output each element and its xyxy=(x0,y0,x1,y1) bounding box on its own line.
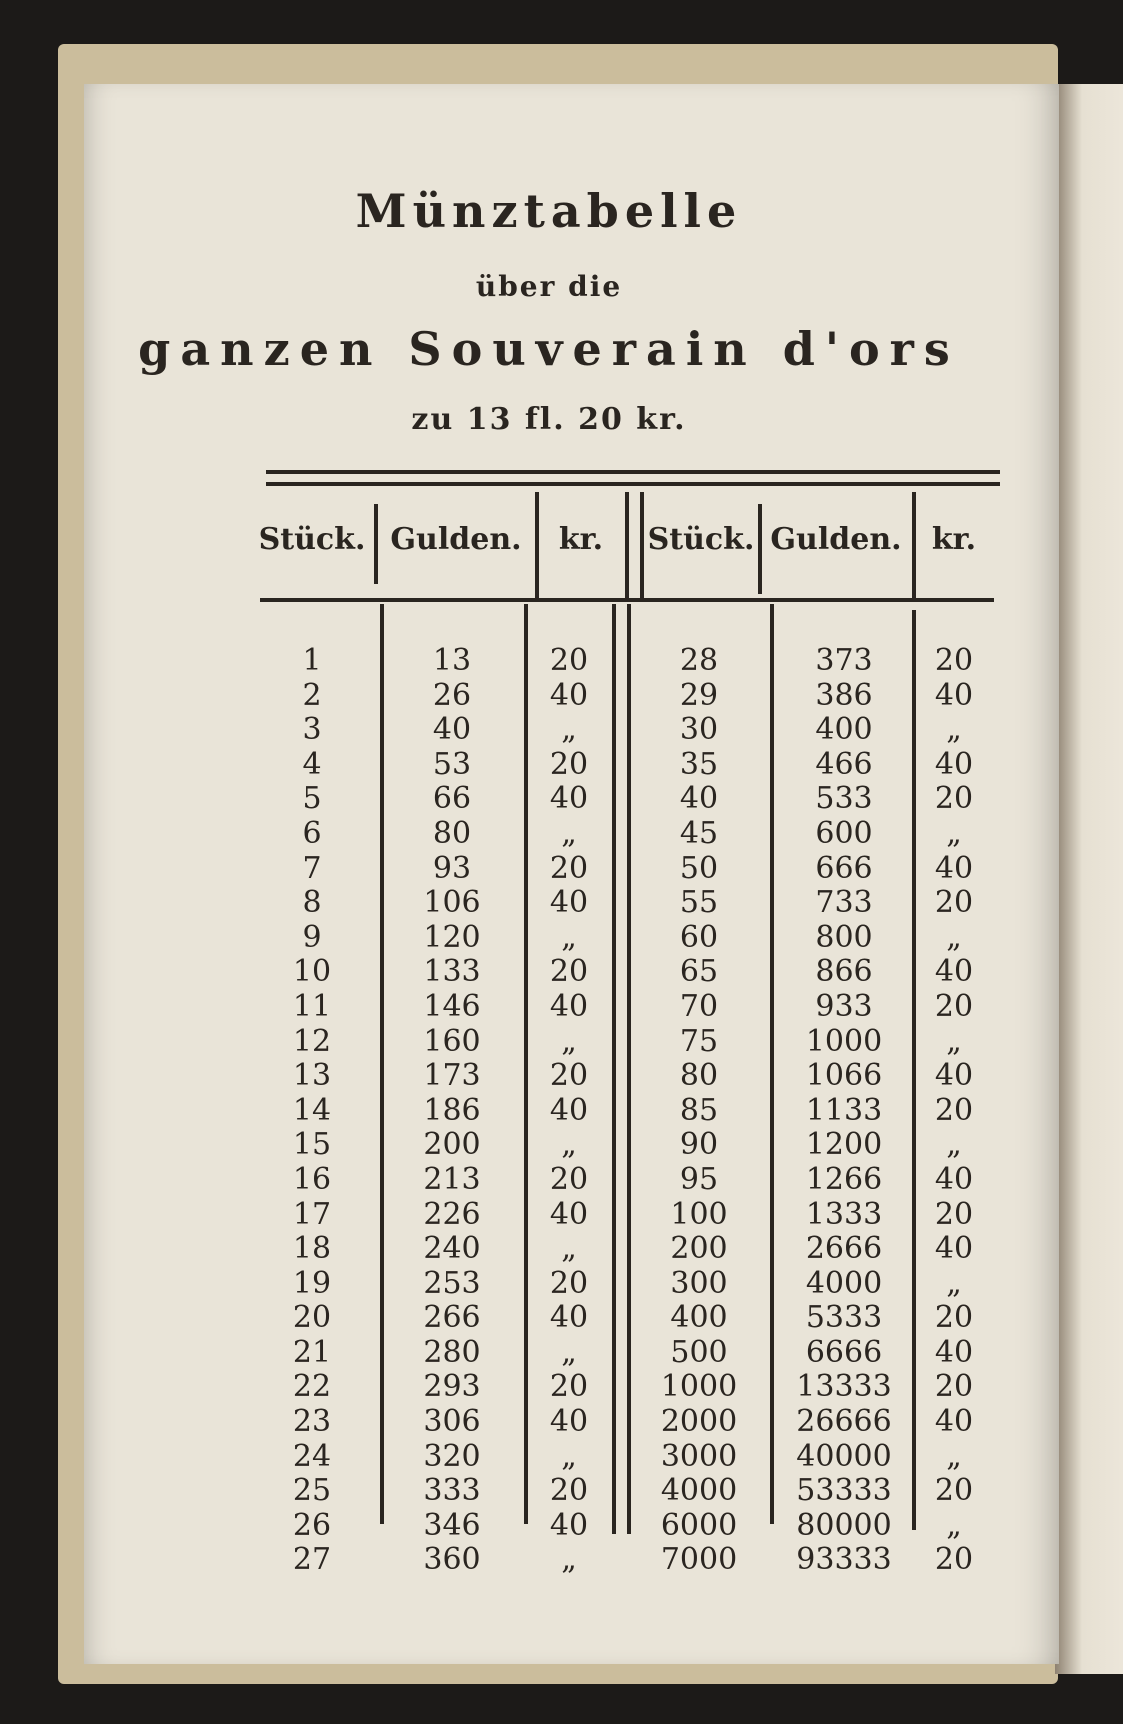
cell-kr-left: „ xyxy=(561,1438,577,1474)
cell-gulden-right: 1133 xyxy=(805,1092,883,1128)
cell-kr-right: 40 xyxy=(934,746,974,782)
cell-gulden-left: 80 xyxy=(432,815,472,851)
cell-gulden-right: 733 xyxy=(815,885,873,921)
cell-gulden-left: 240 xyxy=(423,1231,481,1267)
coin-name: ganzen Souverain d'ors xyxy=(138,322,960,376)
cell-gulden-right: 800 xyxy=(815,919,873,955)
cell-gulden-right: 533 xyxy=(815,781,873,817)
cell-kr-left: 40 xyxy=(549,1300,589,1336)
column-gulden-right xyxy=(774,644,914,1578)
cell-kr-left: „ xyxy=(561,1542,577,1578)
cell-kr-left: „ xyxy=(561,1231,577,1267)
cell-kr-left: „ xyxy=(561,1127,577,1163)
cell-gulden-left: 160 xyxy=(423,1023,481,1059)
cell-kr-right: „ xyxy=(946,1023,962,1059)
cell-stueck-right: 65 xyxy=(679,954,719,990)
cell-gulden-right: 466 xyxy=(815,746,873,782)
cell-kr-left: 20 xyxy=(549,954,589,990)
cell-stueck-left: 27 xyxy=(292,1542,332,1578)
cell-gulden-right: 386 xyxy=(815,677,873,713)
cell-gulden-left: 333 xyxy=(423,1473,481,1509)
cell-kr-right: „ xyxy=(946,1438,962,1474)
cell-gulden-left: 66 xyxy=(432,781,472,817)
cell-kr-right: 20 xyxy=(934,1369,974,1405)
cell-kr-right: 20 xyxy=(934,781,974,817)
cell-kr-left: 20 xyxy=(549,746,589,782)
column-stueck-right xyxy=(632,644,766,1578)
cell-stueck-right: 1000 xyxy=(660,1369,738,1405)
cell-stueck-left: 4 xyxy=(302,746,322,782)
cell-kr-right: 20 xyxy=(934,1473,974,1509)
header-kr-left: kr. xyxy=(558,522,604,557)
cell-stueck-left: 17 xyxy=(292,1196,332,1232)
cell-stueck-right: 3000 xyxy=(660,1438,738,1474)
cell-gulden-left: 360 xyxy=(423,1542,481,1578)
cell-stueck-left: 19 xyxy=(292,1265,332,1301)
cell-stueck-right: 30 xyxy=(679,712,719,748)
cell-stueck-left: 23 xyxy=(292,1404,332,1440)
cell-kr-left: „ xyxy=(561,712,577,748)
cell-stueck-right: 55 xyxy=(679,885,719,921)
cell-stueck-right: 80 xyxy=(679,1058,719,1094)
cell-kr-right: 40 xyxy=(934,677,974,713)
cell-kr-left: 40 xyxy=(549,1507,589,1543)
cell-stueck-left: 9 xyxy=(302,919,322,955)
cell-kr-right: 40 xyxy=(934,954,974,990)
cell-kr-left: 40 xyxy=(549,781,589,817)
cell-stueck-right: 6000 xyxy=(660,1507,738,1543)
column-stueck-left xyxy=(252,644,372,1578)
header-gulden-right: Gulden. xyxy=(770,522,902,557)
cell-stueck-left: 3 xyxy=(302,712,322,748)
cell-gulden-left: 253 xyxy=(423,1265,481,1301)
cell-gulden-left: 200 xyxy=(423,1127,481,1163)
cell-gulden-right: 80000 xyxy=(796,1507,892,1543)
cell-stueck-left: 16 xyxy=(292,1161,332,1197)
cell-kr-right: 40 xyxy=(934,1231,974,1267)
cell-kr-right: 40 xyxy=(934,1334,974,1370)
cell-gulden-right: 400 xyxy=(815,712,873,748)
cell-gulden-left: 133 xyxy=(423,954,481,990)
cell-kr-right: „ xyxy=(946,1127,962,1163)
cell-gulden-left: 266 xyxy=(423,1300,481,1336)
cell-gulden-right: 1066 xyxy=(805,1058,883,1094)
cell-gulden-left: 346 xyxy=(423,1507,481,1543)
column-kr-right xyxy=(916,644,992,1578)
cell-gulden-left: 226 xyxy=(423,1196,481,1232)
cell-gulden-left: 53 xyxy=(432,746,472,782)
cell-kr-left: 20 xyxy=(549,1161,589,1197)
cell-kr-right: „ xyxy=(946,815,962,851)
cell-kr-left: 20 xyxy=(549,1265,589,1301)
cell-kr-left: 20 xyxy=(549,1473,589,1509)
cell-gulden-left: 13 xyxy=(432,643,472,678)
cell-kr-left: 20 xyxy=(549,1369,589,1405)
cell-kr-right: 20 xyxy=(934,1300,974,1336)
hdr-divider-1 xyxy=(374,504,378,584)
cell-kr-right: 40 xyxy=(934,1161,974,1197)
header-gulden-left: Gulden. xyxy=(390,522,522,557)
cell-stueck-right: 7000 xyxy=(660,1542,738,1578)
cell-stueck-right: 45 xyxy=(679,815,719,851)
cell-gulden-left: 213 xyxy=(423,1161,481,1197)
header-rule xyxy=(260,598,994,602)
cell-kr-left: „ xyxy=(561,1023,577,1059)
cell-gulden-right: 53333 xyxy=(796,1473,892,1509)
cell-stueck-left: 20 xyxy=(292,1300,332,1336)
cell-stueck-right: 400 xyxy=(670,1300,728,1336)
cell-kr-right: „ xyxy=(946,712,962,748)
cell-stueck-left: 13 xyxy=(292,1058,332,1094)
cell-gulden-right: 600 xyxy=(815,815,873,851)
cell-gulden-left: 40 xyxy=(432,712,472,748)
cell-kr-right: „ xyxy=(946,1265,962,1301)
cell-gulden-right: 1000 xyxy=(805,1023,883,1059)
cell-gulden-right: 866 xyxy=(815,954,873,990)
cell-gulden-left: 173 xyxy=(423,1058,481,1094)
cell-gulden-left: 93 xyxy=(432,850,472,886)
cell-stueck-left: 21 xyxy=(292,1334,332,1370)
cell-gulden-right: 933 xyxy=(815,988,873,1024)
cell-gulden-right: 40000 xyxy=(796,1438,892,1474)
cell-stueck-left: 7 xyxy=(302,850,322,886)
cell-kr-right: 20 xyxy=(934,643,974,678)
cell-gulden-left: 106 xyxy=(423,885,481,921)
cell-stueck-left: 14 xyxy=(292,1092,332,1128)
header-stueck-right: Stück. xyxy=(647,522,755,557)
cell-stueck-right: 35 xyxy=(679,746,719,782)
cell-gulden-right: 5333 xyxy=(805,1300,883,1336)
cell-kr-right: 20 xyxy=(934,1092,974,1128)
cell-kr-right: „ xyxy=(946,1507,962,1543)
cell-gulden-right: 13333 xyxy=(796,1369,892,1405)
cell-gulden-right: 26666 xyxy=(796,1404,892,1440)
cell-stueck-left: 24 xyxy=(292,1438,332,1474)
top-rule-1 xyxy=(266,470,1000,474)
cell-kr-left: 40 xyxy=(549,885,589,921)
exchange-rate: zu 13 fl. 20 kr. xyxy=(411,402,687,437)
cell-stueck-left: 2 xyxy=(302,677,322,713)
cell-stueck-left: 15 xyxy=(292,1127,332,1163)
cell-kr-left: 40 xyxy=(549,1404,589,1440)
cell-gulden-left: 186 xyxy=(423,1092,481,1128)
body-divider-3 xyxy=(612,604,616,1534)
cell-stueck-right: 2000 xyxy=(660,1404,738,1440)
cell-stueck-right: 28 xyxy=(679,643,719,678)
cell-stueck-right: 50 xyxy=(679,850,719,886)
hdr-divider-3 xyxy=(625,492,629,598)
cell-kr-right: „ xyxy=(946,919,962,955)
cell-stueck-right: 29 xyxy=(679,677,719,713)
cell-stueck-left: 25 xyxy=(292,1473,332,1509)
cell-kr-left: „ xyxy=(561,815,577,851)
cell-gulden-right: 1200 xyxy=(805,1127,883,1163)
cell-gulden-right: 1266 xyxy=(805,1161,883,1197)
cell-stueck-right: 60 xyxy=(679,919,719,955)
cell-stueck-left: 26 xyxy=(292,1507,332,1543)
cell-gulden-left: 120 xyxy=(423,919,481,955)
cell-stueck-left: 10 xyxy=(292,954,332,990)
cell-stueck-left: 5 xyxy=(302,781,322,817)
cell-stueck-right: 90 xyxy=(679,1127,719,1163)
cell-gulden-right: 2666 xyxy=(805,1231,883,1267)
cell-kr-left: 20 xyxy=(549,850,589,886)
cell-gulden-left: 146 xyxy=(423,988,481,1024)
cell-gulden-left: 280 xyxy=(423,1334,481,1370)
cell-stueck-right: 300 xyxy=(670,1265,728,1301)
cell-stueck-left: 8 xyxy=(302,885,322,921)
cell-kr-right: 40 xyxy=(934,1058,974,1094)
cell-kr-left: „ xyxy=(561,919,577,955)
book-page xyxy=(84,84,1059,1664)
cell-gulden-right: 1333 xyxy=(805,1196,883,1232)
cell-kr-right: 20 xyxy=(934,885,974,921)
cell-stueck-left: 11 xyxy=(292,988,332,1024)
cell-kr-right: 40 xyxy=(934,1404,974,1440)
cell-stueck-right: 40 xyxy=(679,781,719,817)
cell-stueck-left: 6 xyxy=(302,815,322,851)
cell-stueck-right: 95 xyxy=(679,1161,719,1197)
header-kr-right: kr. xyxy=(931,522,977,557)
cell-stueck-right: 85 xyxy=(679,1092,719,1128)
page-subtitle: über die xyxy=(475,270,623,303)
body-divider-4 xyxy=(627,604,631,1534)
cell-gulden-right: 93333 xyxy=(796,1542,892,1578)
cell-kr-right: 20 xyxy=(934,988,974,1024)
top-rule-2 xyxy=(266,482,1000,486)
cell-stueck-right: 75 xyxy=(679,1023,719,1059)
column-kr-left xyxy=(528,644,610,1578)
cell-kr-left: „ xyxy=(561,1334,577,1370)
cell-stueck-left: 1 xyxy=(302,643,322,678)
cell-kr-left: 40 xyxy=(549,1092,589,1128)
cell-kr-left: 40 xyxy=(549,1196,589,1232)
cell-gulden-left: 320 xyxy=(423,1438,481,1474)
cell-kr-left: 20 xyxy=(549,1058,589,1094)
cell-kr-left: 40 xyxy=(549,677,589,713)
cell-kr-right: 20 xyxy=(934,1542,974,1578)
cell-stueck-right: 200 xyxy=(670,1231,728,1267)
cell-kr-right: 20 xyxy=(934,1196,974,1232)
cell-kr-left: 20 xyxy=(549,643,589,678)
cell-stueck-right: 100 xyxy=(670,1196,728,1232)
cell-gulden-left: 293 xyxy=(423,1369,481,1405)
cell-gulden-right: 666 xyxy=(815,850,873,886)
cell-stueck-right: 70 xyxy=(679,988,719,1024)
header-stueck-left: Stück. xyxy=(258,522,366,557)
cell-gulden-left: 26 xyxy=(432,677,472,713)
cell-gulden-right: 4000 xyxy=(805,1265,883,1301)
cell-gulden-right: 373 xyxy=(815,643,873,678)
cell-stueck-left: 12 xyxy=(292,1023,332,1059)
cell-kr-left: 40 xyxy=(549,988,589,1024)
cell-gulden-left: 306 xyxy=(423,1404,481,1440)
column-gulden-left xyxy=(384,644,520,1578)
book-gutter xyxy=(1055,84,1123,1674)
cell-stueck-right: 500 xyxy=(670,1334,728,1370)
cell-stueck-left: 18 xyxy=(292,1231,332,1267)
cell-stueck-right: 4000 xyxy=(660,1473,738,1509)
page-title: Münztabelle xyxy=(355,184,743,238)
cell-kr-right: 40 xyxy=(934,850,974,886)
cell-stueck-left: 22 xyxy=(292,1369,332,1405)
cell-gulden-right: 6666 xyxy=(805,1334,883,1370)
